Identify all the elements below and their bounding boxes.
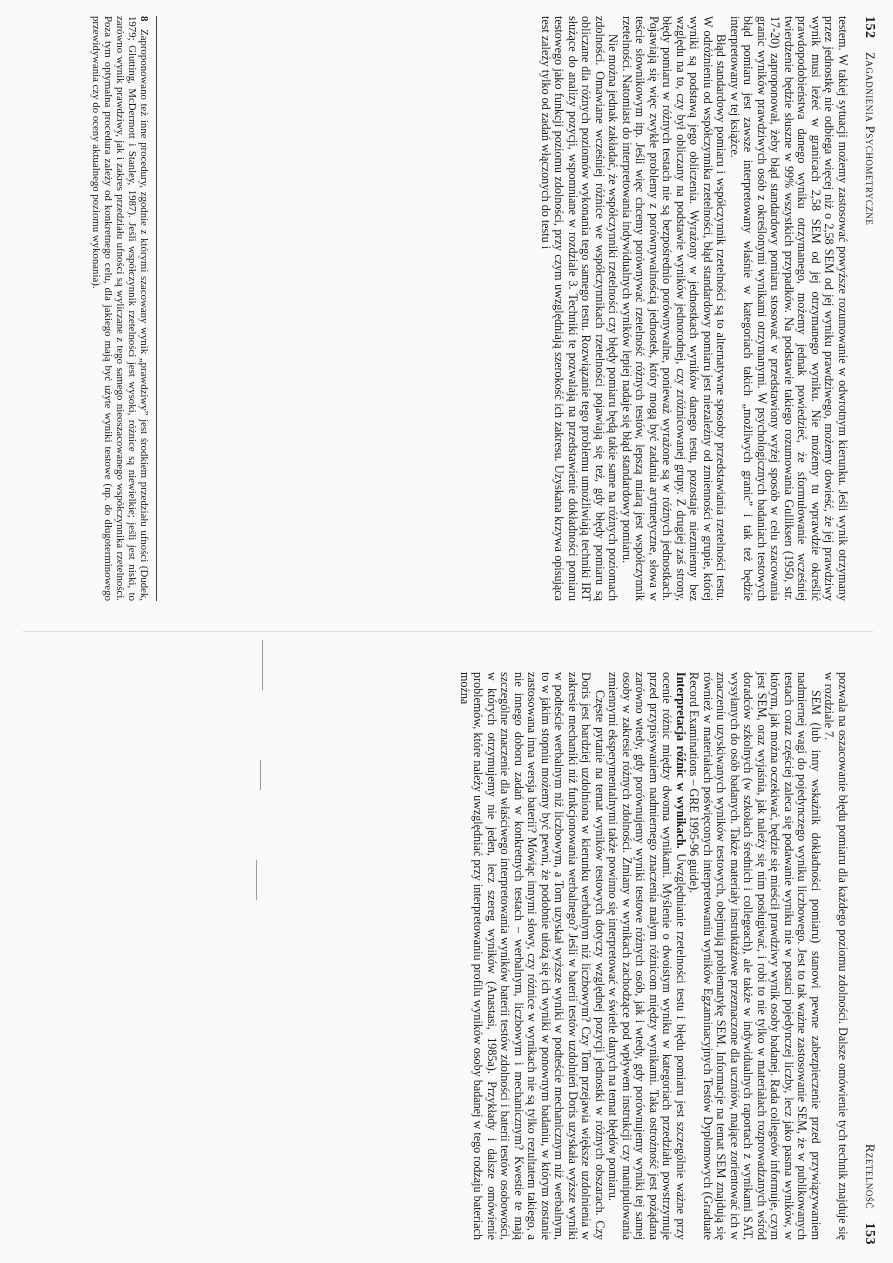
paragraph — [606, 672, 687, 1240]
paragraph: SEM (lub inny wskaźnik dokładności pomiaru) stanowi pewne zabezpieczenie przed przywiązywaniem nadmiernej wagi do pojedynczego wyniku liczbowego. Jest to tak ważne zastosowanie SEM, że w publikowanych testach coraz częściej zaleca się podawanie wyniku nie w postaci pojedynczej liczby, lecz jako pasma wyników, w którym, jak można oczekiwać, będzie się mieścił prawdziwy wynik osoby badanej. Rada collegeów informuje, czym jest SEM, oraz wyjaśnia, jak należy się nim posługiwać, i robi to nie tylko w materiałach rozprowadzanych wśród doradców szkolnych (w szkołach średnich i collegeach), ale także w indywidualnych raportach z wynikami SAT, wysyłanych do osób badanych. Także materiały instruktażowe przeznaczone dla uczniów, mające zorientować ich w znaczeniu uzyskiwanych wyników testowych, obejmują problematykę SEM. Informacje na temat SEM znajdują się również w materiałach poświęconych interpretowaniu wyników Egzaminacyjnych Testów Dyplomowych (Graduate Record Examinations – GRE 1995-96 guide). — [687, 672, 823, 1240]
page-number-right: 153 — [862, 1222, 877, 1245]
footnote-text: Zaproponowano też inne procedury, zgodnie z którymi szacowany wynik „prawdziwy” jest środkiem przedziału ufności (Dudek, 1979; Glutting, McDermott i Stanley, 1987). Jeśli współczynnik rzetelności jest wysoki, różnice są niewielkie; jeśli jest niski, to zarówno wynik prawdziwy, jak i zakres przedziału ufności są wyliczane z tego samego nieoszacowanego współczynnika rzetelności. Poza tym optymalna procedura zależy od konkretnego celu, dla jakiego mają być użyte wyniki testowe (np. do długoterminowego przewidywania czy do oceny aktualnego poziomu wykonania). — [90, 16, 150, 601]
footnote-mark: 8 — [138, 16, 150, 22]
page-number-left: 152 — [862, 16, 877, 39]
paragraph: Nie można jednak zakładać, że współczynniki rzetelności czy błędy pomiaru będą takie same na różnych poziomach zdolności. Omawiane wcześniej różnice we współczynnikach rzetelności pojawiają się też, gdy błędy pomiaru są obliczane dla różnych poziomów wykonania tego samego testu. Rozwiązanie tego problemu umożliwiają techniki IRT służące do analizy pozycji, wspomniane w rozdziale 3. Techniki te pozwalają na przedstawienie dokładności pomiaru testowego jako funkcji poziomu zdolności, przy czym uwzględniają szerokość ich zakresu. Uzyskana krzywa opisująca test zależy tylko od zadań włączonych do testu i — [539, 16, 621, 601]
paragraph: Częste pytanie na temat wyników testowych dotyczy względnej pozycji jednostki w różnych obszarach. Czy Doris jest bardziej uzdolniona w kierunku werbalnym niż liczbowym? Czy Tom przejawia większe uzdolnienia w zakresie mechaniki niż funkcjonowania werbalnego? Jeśli w baterii testów uzdolnień Doris uzyskała wyższe wyniki w podteście werbalnym niż liczbowym, a Tom uzyskał wyższe wyniki w podteście mechanicznym niż werbalnym, to w jakim stopniu możemy być pewni, że podobnie ułożą się ich wyniki w ponownym badaniu, w którym zostanie zastosowana inna wersja baterii? Mówiąc innymi słowy, czy różnice w wynikach nie są tylko rezultatem takiego, a nie innego doboru zadań w konkretnych testach – werbalnym, liczbowym i mechanicznym? Kwestie te mają szczególne znaczenie dla właściwego interpretowania wyników baterii testów zdolności i baterii testów osobowości, w których otrzymujemy nie jeden, lecz szereg wyników (Anastasi, 1985a). Przykłady i dalsze omówienie problemów, które należy uwzględniać przy interpretowaniu profilu wyników osoby badanej w tego rodzaju bateriach można — [458, 672, 607, 1240]
footnote — [90, 16, 157, 601]
running-title-right: Rzetelność — [863, 1144, 877, 1209]
right-page-body — [458, 672, 850, 1240]
right-page — [0, 632, 893, 1263]
left-page-body — [539, 16, 850, 601]
paragraph: Błąd standardowy pomiaru i współczynnik rzetelności są to alternatywne sposoby przedstawiania rzetelności testu. W odróżnieniu od współczynnika rzetelności, błąd standardowy pomiaru jest niezależny od zmienności w grupie, której wyniki są podstawą jego obliczenia. Wyrażony w jednostkach wyników danego testu, pozostaje niezmienny bez względu na to, czy był obliczany na podstawie wyników jednorodnej, czy zróżnicowanej grupy. Z drugiej zaś strony, błędy pomiaru w różnych testach nie są bezpośrednio porównywalne, ponieważ wyrażone są w różnych jednostkach. Pojawiają się więc zwykłe problemy z porównywalnością jednostek, który mogą być zadania arytmetyczne, słowa w teście słownikowym itp. Jeśli więc chcemy porównywać rzetelność różnych testów, lepszą miarą jest współczynnik rzetelności. Natomiast do interpretowania indywidualnych wyników lepiej nadaje się błąd standardowy pomiaru. — [620, 16, 729, 601]
paragraph: testem. W takiej sytuacji możemy zastosować powyższe rozumowanie w odwrotnym kierunku. Jeśli wynik otrzymany przez jednostkę nie odbiega więcej niż o 2,58 SEM od jej wyniku prawdziwego, możemy dowieść, że jej prawdziwy wynik musi leżeć w granicach 2,58 SEM od jej otrzymanego wyniku. Nie możemy tu wprawdzie określić prawdopodobieństwa danego wyniku otrzymanego, możemy jednak powiedzieć, że sformułowanie wcześniej twierdzenie będzie słuszne w 99% wszystkich przypadków. Na podstawie takiego rozumowania Gulliksen (1950, str. 17-20) zaproponował, żeby błąd standardowy pomiaru stosować w przedstawiony wyżej sposób w celu szacowania granic wyników prawdziwych osób z określonymi wynikami otrzymanymi. W psychologicznych badaniach testowych błąd pomiaru jest zawsze interpretowany właśnie w kategoriach takich „możliwych granic” i tak też będzie interpretowany w tej książce. — [728, 16, 850, 601]
paragraph: pozwala na oszacowanie błędu pomiaru dla każdego poziomu zdolności. Dalsze omówienie tych technik znajduje się w rozdziale 7. — [822, 672, 850, 1240]
running-title-left: Zagadnienia Psychometryczne — [863, 52, 877, 226]
paragraph-text: Uwzględnianie rzetelności testu i błędu pomiaru jest szczególnie ważne przy ocenie różnic między dwoma wynikami. Myślenie o dwoistym wyniku w kategoriach przedziału powstrzymuje przed przypisywaniem nadmiernego znaczenia małym różnicom między wynikami. Taka ostrożność jest pożądana zarówno wtedy, gdy porównujemy wyniki testowe różnych osób, jak i wtedy, gdy porównujemy wyniki tej samej osoby w zakresie różnych zdolności. Zmiany w wynikach zachodzące pod wpływem instrukcji czy manipulowania zmiennymi eksperymentalnymi także powinno się interpretować w świetle danych na temat błędów pomiaru. — [606, 672, 688, 1240]
section-heading: Interpretacja różnic w wynikach. — [674, 672, 688, 849]
running-head-right — [861, 1144, 877, 1245]
running-head-left — [861, 16, 877, 225]
